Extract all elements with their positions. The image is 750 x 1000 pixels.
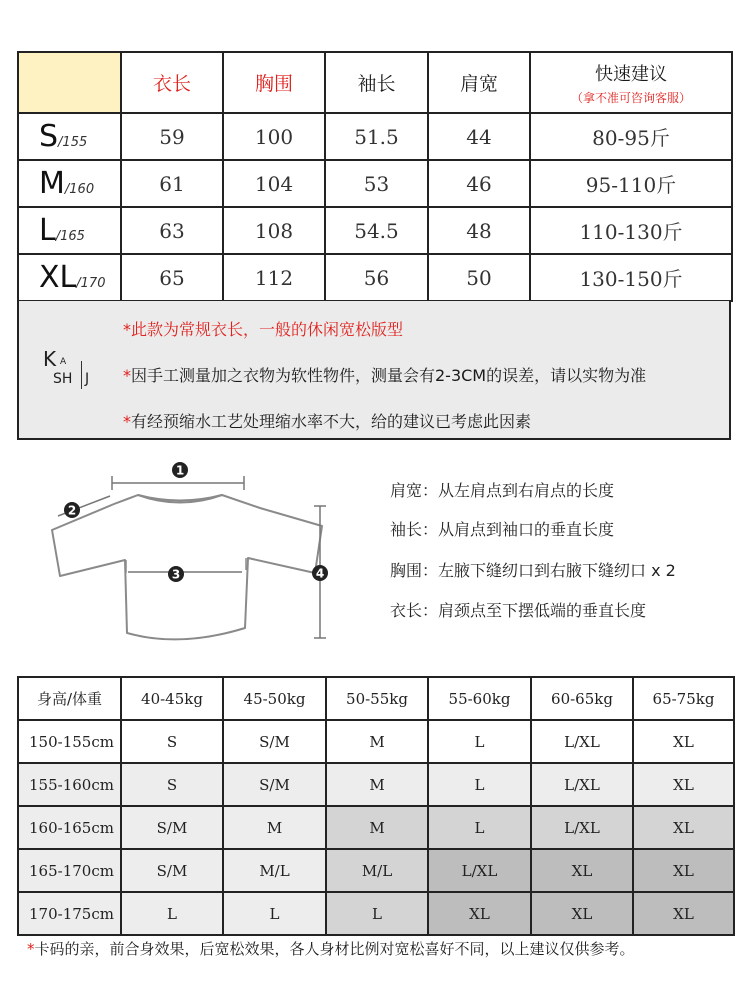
rec-cell: M <box>326 763 428 806</box>
weight-header: 60-65kg <box>531 677 633 720</box>
rec-cell: XL <box>633 763 734 806</box>
size-letter: S <box>39 119 59 154</box>
size-height: /170 <box>76 276 106 291</box>
footer-star: * <box>27 940 35 958</box>
note-item <box>123 363 646 386</box>
logo-letter: SH <box>53 371 73 387</box>
size-letter: XL <box>39 260 77 295</box>
header-shoulder: 肩宽 <box>428 52 530 113</box>
rec-cell: L/XL <box>531 763 633 806</box>
size-recommendation-table <box>17 676 735 936</box>
rec-row <box>18 763 734 806</box>
length-value: 63 <box>121 207 223 254</box>
rec-cell: S <box>121 720 223 763</box>
shoulder-value: 46 <box>428 160 530 207</box>
rec-cell: S/M <box>121 849 223 892</box>
note-item <box>123 317 403 340</box>
rec-cell: XL <box>633 806 734 849</box>
definition-length: 衣长：肩颈点至下摆低端的垂直长度 <box>390 601 647 620</box>
size-chart-table <box>17 51 733 302</box>
rec-cell: S <box>121 763 223 806</box>
size-row-xl <box>18 254 732 301</box>
size-height: /160 <box>64 182 95 197</box>
rec-row <box>18 806 734 849</box>
size-label <box>18 207 121 254</box>
header-quick-tip <box>530 52 732 113</box>
rec-cell: XL <box>428 892 531 935</box>
weight-value: 95-110斤 <box>530 160 732 207</box>
size-row-l <box>18 207 732 254</box>
rec-cell: L <box>428 720 531 763</box>
size-height: /155 <box>58 135 88 150</box>
shoulder-value: 44 <box>428 113 530 160</box>
brand-logo <box>43 347 103 393</box>
rec-cell: M/L <box>326 849 428 892</box>
definition-shoulder: 肩宽：从左肩点到右肩点的长度 <box>390 481 615 500</box>
shirt-outline-icon <box>52 495 325 639</box>
height-label: 160-165cm <box>18 806 121 849</box>
size-letter: L <box>39 213 56 248</box>
rec-cell: M <box>326 720 428 763</box>
note-text: 因手工测量加之衣物为软性物件，测量会有2-3CM的误差，请以实物为准 <box>131 366 647 385</box>
sleeve-value: 51.5 <box>325 113 428 160</box>
header-chest: 胸围 <box>223 52 325 113</box>
chest-value: 108 <box>223 207 325 254</box>
length-value: 65 <box>121 254 223 301</box>
weight-value: 130-150斤 <box>530 254 732 301</box>
definition-chest: 胸围：左腋下缝纫口到右腋下缝纫口 x 2 <box>390 561 676 580</box>
note-text: 有经预缩水工艺处理缩水率不大，给的建议已考虑此因素 <box>131 412 532 431</box>
size-row-m <box>18 160 732 207</box>
rec-cell: L/XL <box>531 806 633 849</box>
rec-row <box>18 892 734 935</box>
note-star: * <box>123 320 131 339</box>
notes-panel <box>17 301 731 440</box>
quick-tip-title: 快速建议 <box>595 63 667 85</box>
footer-text: 卡码的亲，前合身效果，后宽松效果，各人身材比例对宽松喜好不同，以上建议仅供参考。 <box>34 940 635 958</box>
marker-1: 1 <box>175 463 185 478</box>
rec-cell: M <box>326 806 428 849</box>
logo-letter: K <box>43 347 57 371</box>
weight-header: 65-75kg <box>633 677 734 720</box>
note-item <box>123 409 531 432</box>
header-length: 衣长 <box>121 52 223 113</box>
rec-cell: XL <box>531 849 633 892</box>
marker-4: 4 <box>315 566 325 581</box>
rec-cell: S/M <box>223 763 326 806</box>
logo-letter: A <box>60 357 67 367</box>
size-chart-header-row <box>18 52 732 113</box>
sleeve-value: 56 <box>325 254 428 301</box>
rec-cell: XL <box>633 720 734 763</box>
quick-tip-note: （拿不准可咨询客服） <box>570 90 691 105</box>
rec-cell: L <box>428 763 531 806</box>
sleeve-value: 53 <box>325 160 428 207</box>
rec-cell: L/XL <box>531 720 633 763</box>
logo-letter: J <box>85 371 90 387</box>
size-row-s <box>18 113 732 160</box>
rec-row <box>18 849 734 892</box>
size-height: /165 <box>55 229 85 244</box>
weight-header: 45-50kg <box>223 677 326 720</box>
rec-cell: XL <box>531 892 633 935</box>
rec-cell: S/M <box>223 720 326 763</box>
length-value: 61 <box>121 160 223 207</box>
definition-sleeve: 袖长：从肩点到袖口的垂直长度 <box>390 520 615 539</box>
marker-2: 2 <box>67 503 77 518</box>
length-value: 59 <box>121 113 223 160</box>
rec-cell: XL <box>633 892 734 935</box>
sleeve-value: 54.5 <box>325 207 428 254</box>
rec-cell: L/XL <box>428 849 531 892</box>
footer-note <box>27 938 635 959</box>
weight-header: 55-60kg <box>428 677 531 720</box>
rec-cell: L <box>428 806 531 849</box>
rec-row <box>18 720 734 763</box>
height-label: 170-175cm <box>18 892 121 935</box>
weight-header: 40-45kg <box>121 677 223 720</box>
rec-header-row <box>18 677 734 720</box>
rec-cell: L <box>326 892 428 935</box>
header-sleeve: 袖长 <box>325 52 428 113</box>
rec-cell: XL <box>633 849 734 892</box>
height-label: 165-170cm <box>18 849 121 892</box>
weight-header: 50-55kg <box>326 677 428 720</box>
chest-value: 104 <box>223 160 325 207</box>
rec-cell: S/M <box>121 806 223 849</box>
height-label: 150-155cm <box>18 720 121 763</box>
rec-cell: L <box>223 892 326 935</box>
shoulder-value: 48 <box>428 207 530 254</box>
logo-bar <box>81 361 82 389</box>
height-label: 155-160cm <box>18 763 121 806</box>
rec-corner-label: 身高/体重 <box>18 677 121 720</box>
size-label <box>18 160 121 207</box>
size-chart-corner <box>18 52 121 113</box>
rec-cell: M <box>223 806 326 849</box>
note-star: * <box>123 366 131 385</box>
size-label <box>18 254 121 301</box>
chest-value: 100 <box>223 113 325 160</box>
rec-cell: L <box>121 892 223 935</box>
size-label <box>18 113 121 160</box>
note-text: 此款为常规衣长，一般的休闲宽松版型 <box>131 320 404 339</box>
garment-measurement-diagram <box>30 448 350 648</box>
marker-3: 3 <box>171 567 181 582</box>
size-letter: M <box>39 166 65 201</box>
shoulder-value: 50 <box>428 254 530 301</box>
chest-value: 112 <box>223 254 325 301</box>
rec-cell: M/L <box>223 849 326 892</box>
note-star: * <box>123 412 131 431</box>
weight-value: 110-130斤 <box>530 207 732 254</box>
weight-value: 80-95斤 <box>530 113 732 160</box>
